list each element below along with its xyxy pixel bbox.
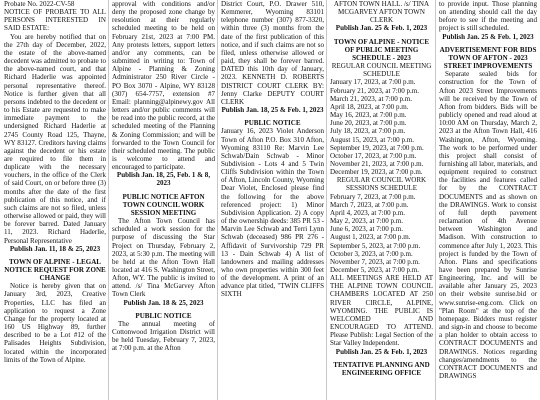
meeting-date-item: June 6, 2023, at 7:00 p.m. — [330, 225, 404, 234]
notice-body: to provide input. Those planning on attending should call the day before to see if the meeting and project is still scheduled. — [439, 0, 537, 33]
column-divider — [435, 0, 436, 400]
notice-title: TENTATIVE PLANNING AND ENGINEERING OFFICE — [333, 360, 430, 377]
notice-title: ADVERTISEMENT FOR BIDS TOWN OF AFTON - 2023 STREET IMPROVEMENTS — [439, 45, 537, 71]
meeting-date-item: January 17, 2023, at 7:00 p.m. — [330, 78, 416, 87]
notice-body: January 16, 2023 Violet Anderson Town of Afton P.O. Box 310 Afton, Wyoming 83110 Re: Marvin Lee Schwab/Dain Schwab - Minor Subdivision - Lots 4 and 5 Twin Cliffs Subdivision within the Town of Afton, Lincoln County, Wyoming Dear Violet, Enclosed please find the following for the above referenced project: 1) Minor Subdivision Application. 2) A copy of the ownership deeds: 385 PR 53 - Marvin Lee Schwab and Terri Lynn Schwab (deceased) 986 PR 276 - Affidavit of Survivorship 729 PR 13 - Dain Schwab 4) A list of landowners and mailing addresses who own properties within 300 feet of the development. A print of an advance plat titled, "TWIN CLIFFS SIXTH — [221, 127, 324, 299]
notice-body: Separate sealed bids for construction for the Town of Afton 2023 Street Improvements will be received by the Town of Afton from bidders. Bids will be publicly opened and read aloud at 10:00 AM on Thursday, March 2, 2023 at the Afton Town Hall, 416 Washington, Afton, Wyoming. The work to be performed under this project shall consist of furnishing all labor, materials, and equipment required to construct the facilities and features called for by the CONTRACT DOCUMENTS and as shown on the DRAWINGS. Work to consist of full depth pavement reclamation of 4th Avenue between Washington and Madison. With construction to commence after July 1, 2023. This project is funded by the Town of Afton. Plans and specifications have been prepared by Sunrise Engineering, Inc. and will be available after January 25, 2023 on their website sunrise.bid or www.sunrise-eng.com. Click on "Plan Room" at the top of the homepage. Bidders must register and sign-in and choose to become a plan holder to obtain access to CONTRACT DOCUMENTS and DRAWINGS. Notices regarding changes/amendments to the CONTRACT DOCUMENTS and DRAWINGS — [439, 70, 537, 381]
notice-body: You are hereby notified that on the 27th day of December, 2022, the estate of the above-named decedent was admitted to probate to the above-named court, and that Richard Haderlie was appointed personal representative thereof. Notice is further given that all persons indebted to the decedent or to his Estate are requested to make immediate payment to the undersigned Richard Haderlie at 2745 County Road 125, Thayne, WY 83127. Creditors having claims against the decedent or his estate are required to file them in duplicate with the necessary vouchers, in the office of the Clerk of said Court, on or before three (3) months after the date of the first publication of this notice, and if such claims are not so filed, unless otherwise allowed or paid, they will be forever barred. Dated January 11, 2023. Richard Haderlie, Personal Representative — [4, 32, 106, 245]
notice-body: Notice is hereby given that on January 3rd, 2023, Creative Properties, LLC has filed an application to request a Zone Change for the property located at 160 US Highway 89, further described to be a Lot #12 of the Palisades Heights Subdivision, located within the incorporated limits of the Town of Alpine. — [4, 282, 106, 364]
work-session-dates-list — [330, 193, 433, 275]
column-divider — [108, 0, 109, 400]
notice-body: District Court, P.O. Drawer 510, Kemmerer, Wyoming 83101 telephone number (307) 877-3320, within three (3) months from the date of the first publication of this notice, and if such claims are not so filed, unless otherwise allowed or paid, they shall be forever barred. DATED this 10th day of January, 2023. KENNETH D. ROBERTS DISTRICT COURT CLERK BY: Jenny Clarke DEPUTY COURT CLERK — [221, 0, 324, 106]
publish-dates: Publish Jan. 18 & 25, 2023 — [123, 298, 204, 307]
notice-body: ALL MEETINGS ARE HELD AT THE ALPINE TOWN COUNCIL CHAMBERS LOCATED AT 250 RIVER CIRCLE, ALPINE, WYOMING. THE PUBLIC IS WELCOMED AND ENCOURAGED TO ATTEND. Please Publish: Legal Section of the Star Valley Independent. — [330, 274, 433, 348]
probate-number: Probate No. 2022-CV-58 — [4, 0, 75, 8]
publish-dates: Publish Jan. 25 & Feb. 1, 2023 — [442, 32, 534, 41]
meeting-date-item: May 2, 2023, at 7:00 p.m. — [330, 217, 404, 226]
meeting-date-item: April 18, 2023, at 7:00 p.m. — [330, 102, 409, 111]
meeting-date-item: December 19, 2023, at 7:00 p.m. — [330, 168, 423, 177]
meeting-date-item: July 18, 2023, at 7:00 p.m. — [330, 127, 406, 136]
meeting-date-item: February 21, 2023, at 7:00 p.m. — [330, 86, 420, 95]
column-5 — [439, 0, 537, 400]
meeting-date-item: February 7, 2023, at 7:00 p.m. — [330, 192, 416, 201]
column-4 — [330, 0, 433, 400]
column-divider — [217, 0, 218, 400]
column-divider — [326, 0, 327, 400]
notice-body: AFTON TOWN HALL. /s/ TINA MCGARVEY AFTON TOWN CLERK — [333, 0, 430, 25]
publish-dates: Publish Jan. 25 & Feb. 1, 2023 — [335, 347, 428, 356]
notice-title: NOTICE OF PROBATE TO ALL PERSONS INTERESTED IN SAID ESTATE: — [4, 8, 106, 33]
publish-dates: Publish Jan. 18, 25, Feb. 1 & 8, 2023 — [116, 171, 211, 188]
notice-title: TOWN OF ALPINE - NOTICE OF PUBLIC MEETING SCHEDULE - 2023 — [333, 37, 430, 62]
column-3 — [221, 0, 324, 400]
meeting-date-item: October 3, 2023, at 7:00 p.m. — [330, 249, 413, 258]
meeting-date-item: April 4, 2023, at 7:00 p.m. — [330, 208, 405, 217]
meeting-date-item: September 19, 2023, at 7:00 p.m. — [330, 143, 424, 152]
publish-dates: Publish Jan. 11, 18 & 25, 2023 — [9, 244, 101, 253]
notice-body: The annual meeting of Cottonwood Irrigation District will be held Tuesday, February 7, 2023, at 7:00 p.m. at the Afton — [112, 319, 215, 353]
meeting-date-item: March 7, 2023, at 7:00 p.m. — [330, 200, 409, 209]
meeting-date-item: May 16, 2023, at 7:00 p.m. — [330, 111, 407, 120]
meeting-date-item: October 17, 2023, at 7:00 p.m. — [330, 151, 417, 160]
notice-title: PUBLIC NOTICE — [135, 311, 192, 320]
schedule-subtitle: REGULAR COUNCIL MEETING SCHEDULE — [331, 62, 432, 79]
meeting-date-item: June 20, 2023, at 7:00 p.m. — [330, 119, 407, 128]
notice-body: The Afton Town Council has scheduled a work session for the purpose of discussing the Star Project on Thursday, February 2, 2023, at 5:30 p.m. The meeting will be held at the Afton Town Hall located at 416 S. Washington Street, Afton, WY. The public is invited to attend. /s/ Tina McGarvey Afton Town Clerk — [112, 217, 215, 299]
notice-body: approval with conditions and/or deny the proposed zone change by resolution at their regularly scheduled meeting to be held on February 21st, 2023 at 7:00 PM. Any protests letters, support letters and/or any comments, can be submitted in writing to: Town of Alpine - Planning & Zoning Administrator 250 River Circle - PO Box 3070 - Alpine, WY 83128 (307) 654-7757, extension #7 Email: planning@alpinewy.gov All letters and/or public comments will be read into the public record, at the scheduled meeting of the Planning & Zoning Commission; and will be forwarded to the Town Council for their scheduled meeting. The public is welcome to attend and encouraged to participate. — [112, 0, 215, 172]
publish-dates: Publish Jan. 18, 25 & Feb. 1, 2023 — [221, 106, 324, 115]
schedule-subtitle: REGULAR COUNCIL WORK SESSIONS SCHEDULE — [336, 176, 427, 193]
meeting-date-item: March 21, 2023, at 7:00 p.m. — [330, 94, 413, 103]
column-1 — [4, 0, 106, 400]
notice-title: TOWN OF ALPINE - LEGAL NOTICE REQUEST FOR ZONE CHANGE — [4, 257, 106, 283]
publish-dates: Publish Jan. 25 & Feb. 1, 2023 — [335, 24, 428, 33]
notice-title: PUBLIC NOTICE — [244, 119, 301, 128]
meeting-date-item: November 21, 2023, at 7:00 p.m. — [330, 159, 424, 168]
meeting-dates-list — [330, 78, 433, 176]
meeting-date-item: August 1, 2023, at 7:00 p.m. — [330, 233, 411, 242]
notice-title: PUBLIC NOTICE AFTON TOWN COUNCIL WORK SESSION MEETING — [122, 192, 205, 217]
meeting-date-item: August 15, 2023, at 7:00 p.m. — [330, 135, 414, 144]
meeting-date-item: December 5, 2023, at 7:00 p.m. — [330, 266, 420, 274]
meeting-date-item: September 5, 2023, at 7:00 p.m. — [330, 241, 421, 250]
column-2 — [112, 0, 215, 400]
meeting-date-item: November 7, 2023, at 7:00 p.m. — [330, 257, 420, 266]
